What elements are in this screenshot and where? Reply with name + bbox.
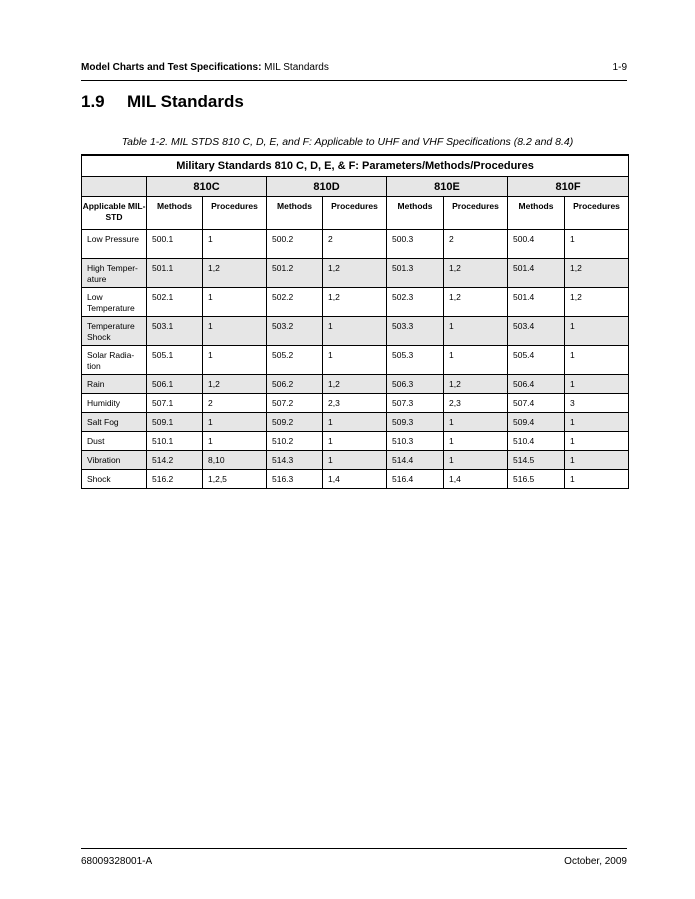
table-cell: 503.1: [147, 317, 203, 346]
table-cell: 1: [444, 317, 508, 346]
table-cell: 505.2: [267, 346, 323, 375]
table-cell: 1,2: [323, 375, 387, 394]
table-cell: 501.4: [508, 288, 565, 317]
footer-rule: [81, 848, 627, 849]
table-row: [82, 432, 629, 451]
table-cell: 514.4: [387, 451, 444, 470]
table-cell: 516.5: [508, 470, 565, 489]
table-cell: 507.2: [267, 394, 323, 413]
table-cell: 516.2: [147, 470, 203, 489]
procedures-header: Procedures: [444, 197, 508, 230]
table-body: [82, 230, 629, 489]
table-cell: 502.1: [147, 288, 203, 317]
table-cell: 507.1: [147, 394, 203, 413]
table-cell: 1,2: [323, 259, 387, 288]
table-cell: 503.3: [387, 317, 444, 346]
table-cell: 1,2: [565, 288, 629, 317]
table-cell: 1,4: [444, 470, 508, 489]
table-cell: 509.3: [387, 413, 444, 432]
table-cell: 1: [444, 413, 508, 432]
page-header: [81, 62, 627, 76]
methods-header: Methods: [508, 197, 565, 230]
parameter-name: Low Temperature: [82, 288, 147, 317]
table-banner: Military Standards 810 C, D, E, & F: Parameters/Methods/Procedures: [82, 155, 629, 177]
procedures-header: Procedures: [323, 197, 387, 230]
table-caption: Table 1-2. MIL STDS 810 C, D, E, and F: Applicable to UHF and VHF Specifications (8.2 and 8.4): [121, 136, 574, 148]
table-cell: 8,10: [203, 451, 267, 470]
running-header-bold: Model Charts and Test Specifications:: [81, 62, 262, 73]
table-cell: 1,2: [203, 259, 267, 288]
table-cell: 1: [203, 288, 267, 317]
table-cell: 1: [203, 432, 267, 451]
header-page-number: 1-9: [612, 62, 627, 73]
table-cell: 1: [203, 230, 267, 259]
table-row: [82, 470, 629, 489]
parameter-name: Salt Fog: [82, 413, 147, 432]
table-cell: 509.1: [147, 413, 203, 432]
table-row: [82, 346, 629, 375]
table-cell: 1,2: [323, 288, 387, 317]
table-cell: 501.2: [267, 259, 323, 288]
table-cell: 2,3: [444, 394, 508, 413]
table-cell: 1: [444, 346, 508, 375]
table-cell: 1: [565, 317, 629, 346]
table-cell: 503.4: [508, 317, 565, 346]
table-row: [82, 413, 629, 432]
table-cell: 510.4: [508, 432, 565, 451]
table-cell: 1: [203, 317, 267, 346]
table-cell: 1: [565, 413, 629, 432]
table-cell: 509.4: [508, 413, 565, 432]
methods-header: Methods: [147, 197, 203, 230]
procedures-header: Procedures: [565, 197, 629, 230]
table-cell: 505.3: [387, 346, 444, 375]
table-cell: 2: [323, 230, 387, 259]
table-cell: 507.3: [387, 394, 444, 413]
table-cell: 501.1: [147, 259, 203, 288]
table-cell: 500.2: [267, 230, 323, 259]
parameter-name: Humidity: [82, 394, 147, 413]
table-cell: 1,2: [444, 259, 508, 288]
table-row: [82, 317, 629, 346]
table-cell: 1: [203, 346, 267, 375]
table-cell: 506.1: [147, 375, 203, 394]
std-header: 810E: [387, 177, 508, 197]
parameter-name: High Temper-ature: [82, 259, 147, 288]
parameter-name: Vibration: [82, 451, 147, 470]
running-header-rest: MIL Standards: [261, 62, 329, 73]
table-cell: 506.2: [267, 375, 323, 394]
methods-header: Methods: [267, 197, 323, 230]
parameter-name: Shock: [82, 470, 147, 489]
table-cell: 506.4: [508, 375, 565, 394]
table-cell: 1: [323, 413, 387, 432]
table-cell: 1,2,5: [203, 470, 267, 489]
table-row: [82, 288, 629, 317]
procedures-header: Procedures: [203, 197, 267, 230]
table-cell: 1: [565, 432, 629, 451]
table-cell: 501.4: [508, 259, 565, 288]
section-title: MIL Standards: [127, 92, 244, 111]
document-number: 68009328001-A: [81, 856, 153, 867]
table-cell: 510.2: [267, 432, 323, 451]
section-heading: [81, 92, 244, 112]
table-row: [82, 375, 629, 394]
table-cell: 502.3: [387, 288, 444, 317]
table-row: [82, 230, 629, 259]
table-cell: 3: [565, 394, 629, 413]
table-cell: 500.1: [147, 230, 203, 259]
table-cell: 2,3: [323, 394, 387, 413]
std-header: 810C: [147, 177, 267, 197]
table-cell: 501.3: [387, 259, 444, 288]
table-cell: 500.3: [387, 230, 444, 259]
table-cell: 502.2: [267, 288, 323, 317]
std-header: 810D: [267, 177, 387, 197]
table-cell: 1: [323, 451, 387, 470]
table-cell: 2: [444, 230, 508, 259]
parameter-name: Temperature Shock: [82, 317, 147, 346]
parameter-name: Dust: [82, 432, 147, 451]
running-header-title: [81, 62, 329, 73]
table-cell: 514.2: [147, 451, 203, 470]
table-cell: 516.4: [387, 470, 444, 489]
table-cell: 1,2: [444, 288, 508, 317]
table-cell: 1: [565, 470, 629, 489]
table-row: [82, 451, 629, 470]
table-cell: 506.3: [387, 375, 444, 394]
table-cell: 1: [565, 375, 629, 394]
parameter-name: Solar Radia-tion: [82, 346, 147, 375]
table-cell: 1: [323, 317, 387, 346]
table-cell: 507.4: [508, 394, 565, 413]
table-cell: 1,4: [323, 470, 387, 489]
table-cell: 2: [203, 394, 267, 413]
mil-standards-table: [81, 154, 629, 489]
parameter-name: Rain: [82, 375, 147, 394]
table-cell: 516.3: [267, 470, 323, 489]
parameter-name: Low Pressure: [82, 230, 147, 259]
table-cell: 1,2: [444, 375, 508, 394]
table-cell: 1: [323, 432, 387, 451]
table-cell: 509.2: [267, 413, 323, 432]
table-cell: 505.4: [508, 346, 565, 375]
table-cell: 505.1: [147, 346, 203, 375]
table-cell: 503.2: [267, 317, 323, 346]
std-header-blank: [82, 177, 147, 197]
table-cell: 510.1: [147, 432, 203, 451]
table-row: [82, 259, 629, 288]
table-cell: 1: [444, 432, 508, 451]
table-cell: 1,2: [565, 259, 629, 288]
header-rule: [81, 80, 627, 81]
table-cell: 1: [323, 346, 387, 375]
table-cell: 1,2: [203, 375, 267, 394]
table-cell: 514.5: [508, 451, 565, 470]
methods-header: Methods: [387, 197, 444, 230]
table-cell: 514.3: [267, 451, 323, 470]
table-cell: 1: [565, 451, 629, 470]
table-cell: 510.3: [387, 432, 444, 451]
table-row: [82, 394, 629, 413]
row-header-label: Applicable MIL-STD: [82, 197, 147, 230]
table-cell: 1: [203, 413, 267, 432]
std-header: 810F: [508, 177, 629, 197]
section-number: 1.9: [81, 92, 105, 111]
table-cell: 1: [565, 230, 629, 259]
table-cell: 1: [565, 346, 629, 375]
table-cell: 1: [444, 451, 508, 470]
table-cell: 500.4: [508, 230, 565, 259]
publication-date: October, 2009: [564, 856, 627, 867]
